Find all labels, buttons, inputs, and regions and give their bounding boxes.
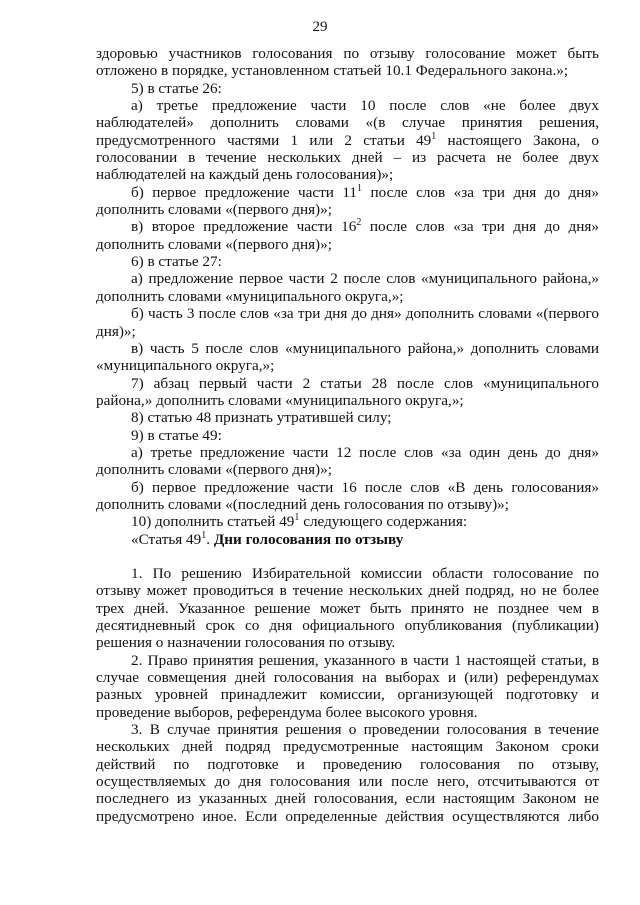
article-part-2: 2. Право принятия решения, указанного в части 1 настоящей статьи, в случае совмещения дней голосования на выборах и (или) референдумах разных уровней принадлежит комиссии, организующей подготовку и проведение выборов, референдума более высокого уровня.: [96, 651, 599, 721]
paragraph-continuation: здоровью участников голосования по отзыву голосование может быть отложено в порядке, установленном статьей 10.1 Федерального закона.»;: [96, 45, 599, 80]
paragraph-item-8: 8) статью 48 признать утратившей силу;: [131, 409, 392, 427]
paragraph-item-7: 7) абзац первый части 2 статьи 28 после слов «муниципального района,» дополнить словами «муниципального округа,»;: [96, 374, 599, 409]
paragraph-item-6a: а) предложение первое части 2 после слов «муниципального района,» дополнить словами «муниципального округа,»;: [96, 270, 599, 305]
paragraph-item-6: 6) в статье 27:: [131, 253, 222, 271]
paragraph-item-6v: в) часть 5 после слов «муниципального района,» дополнить словами «муниципального округа,»;: [96, 339, 599, 375]
paragraph-item-6b: б) часть 3 после слов «за три дня до дня» дополнить словами «(первого дня)»;: [96, 305, 599, 340]
article-title: Дни голосования по отзыву: [213, 530, 404, 548]
paragraph-item-9b: б) первое предложение части 16 после слов «В день голосования» дополнить словами «(последний день голосования по отзыву)»;: [96, 478, 599, 513]
document-body: [96, 45, 599, 825]
paragraph-item-5v: в) второе предложение части $16^2$ после слов «за три дня до дня» дополнить словами «(первого дня)»;: [96, 217, 599, 253]
paragraph-item-5b: б) первое предложение части $11^1$ после слов «за три дня до дня» дополнить словами «(первого дня)»;: [96, 182, 599, 219]
spacer: [96, 548, 599, 565]
paragraph-item-9a: а) третье предложение части 12 после слов «за один день до дня» дополнить словами «(первого дня)»;: [96, 443, 599, 479]
article-part-1: 1. По решению Избирательной комиссии области голосование по отзыву может проводиться в течение нескольких дней подряд, но не более трех дней. Указанное решение может быть принято не позднее чем в десятидневный срок со дня официального опубликования (публикации) решения о назначении голосования по отзыву.: [96, 564, 599, 652]
paragraph-item-10: 10) дополнить статьей $49^1$ следующего содержания:: [131, 512, 468, 531]
page-number: 29: [312, 19, 328, 35]
paragraph-item-9: 9) в статье 49:: [131, 426, 222, 444]
paragraph-item-5: 5) в статье 26:: [131, 79, 222, 97]
article-part-3: 3. В случае принятия решения о проведении голосования в течение нескольких дней подряд предусмотренные настоящим Законом сроки действий по подготовке и проведению голосования по отзыву, осуществляемых до дня голосования или после него, отсчитываются от последнего из указанных дней голосования, если настоящим Законом не предусмотрено иное. Если определенные действия осуществляются либо: [96, 721, 599, 825]
article-heading: «Статья $49^1$. Дни голосования по отзыву: [131, 529, 404, 548]
paragraph-item-5a: а) третье предложение части 10 после слов «не более двух наблюдателей» дополнить словами «(в случае принятия решения, предусмотренного частями 1 или 2 статьи $49^1$ настоящего Закона, о голосовании в течение нескольких дней – из расчета не более двух наблюдателей на каждый день голосования)»;: [96, 97, 600, 184]
